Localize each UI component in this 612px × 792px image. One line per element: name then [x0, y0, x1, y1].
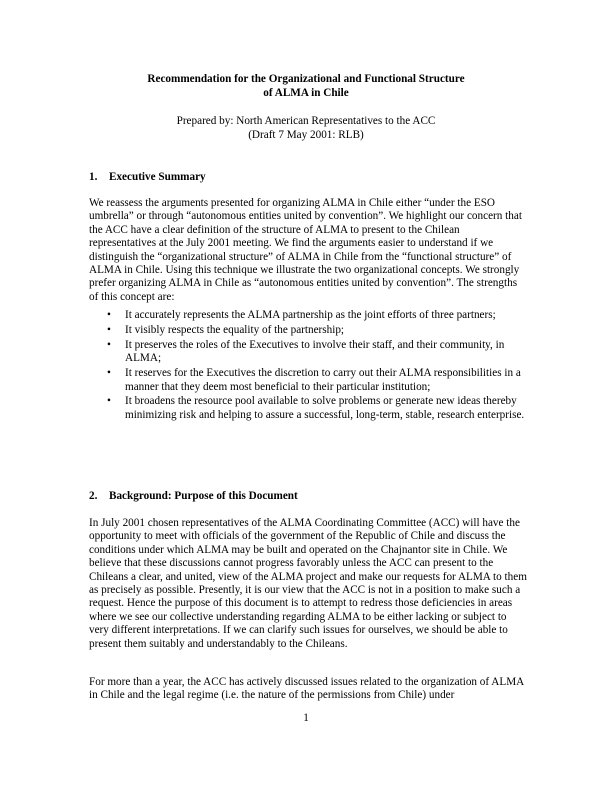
draft-info: (Draft 7 May 2001: RLB) — [248, 129, 364, 141]
page-number: 1 — [303, 712, 309, 724]
list-item — [89, 367, 529, 394]
section-2-paragraph-2: For more than a year, the ACC has actively discussed issues related to the organization of ALMA in Chile and the legal regime (i.e. the nature of the permissions from Chile) under — [89, 676, 524, 702]
bullet-text: It visibly respects the equality of the partnership; — [125, 323, 345, 336]
section-2-heading — [89, 490, 298, 503]
list-item — [89, 339, 529, 366]
section-1-bullet-list — [89, 309, 529, 424]
list-item — [89, 395, 529, 422]
bullet-text: It preserves the roles of the Executives to involve their staff, and their community, in ALMA; — [125, 338, 505, 365]
bullet-icon: • — [107, 367, 111, 380]
bullet-icon: • — [107, 309, 111, 321]
bullet-text: It accurately represents the ALMA partnership as the joint efforts of three partners; — [125, 309, 496, 321]
section-1-title: Executive Summary — [109, 171, 206, 183]
document-title-line2: of ALMA in Chile — [263, 87, 349, 99]
section-1-number: 1. — [89, 171, 98, 183]
document-title-line1: Recommendation for the Organizational and Functional Structure — [147, 73, 465, 85]
section-2-number: 2. — [89, 490, 98, 502]
section-2-title: Background: Purpose of this Document — [109, 490, 298, 502]
bullet-text: It reserves for the Executives the discretion to carry out their ALMA responsibilities in a manner that they deem most beneficial to their particular institution; — [125, 367, 521, 393]
section-2-paragraph-1: In July 2001 chosen representatives of the ALMA Coordinating Committee (ACC) will have the opportunity to meet with officials of the government of the Republic of Chile and discuss the conditions under which ALMA may be built and operated on the Chajnantor site in Chile. We believe that these discussions cannot progress favorably unless the ACC can present to the Chileans a clear, and united, view of the ALMA project and make our requests for ALMA to them as precisely as possible. Presently, it is our view that the ACC is not in a position to make such a request. Hence the purpose of this document is to attempt to redress those deficiencies in areas where we see our collective understanding regarding ALMA to be either lacking or subject to very different interpretations. If we can clarify such issues for ourselves, we should be able to present them suitably and understandably to the Chileans. — [89, 517, 527, 650]
list-item — [89, 309, 529, 322]
bullet-text: It broadens the resource pool available to solve problems or generate new ideas thereby minimizing risk and helping to assure a successful, long-term, stable, research enterprise. — [125, 395, 525, 421]
section-1-paragraph: We reassess the arguments presented for organizing ALMA in Chile either “under the ESO umbrella” or through “autonomous entities united by convention”. We highlight our concern that the ACC have a clear definition of the structure of ALMA to present to the Chilean representatives at the July 2001 meeting. We find the arguments easier to understand if we distinguish the “organizational structure” of ALMA in Chile from the “functional structure” of ALMA in Chile. Using this technique we illustrate the two organizational concepts. We strongly prefer organizing ALMA in Chile as “autonomous entities united by convention”. The strengths of this concept are: — [89, 197, 522, 303]
bullet-icon: • — [107, 395, 111, 408]
bullet-icon: • — [107, 323, 111, 336]
section-1-heading — [89, 171, 206, 184]
list-item — [89, 324, 529, 337]
bullet-icon: • — [107, 338, 111, 351]
prepared-by: Prepared by: North American Representatives to the ACC — [176, 115, 436, 127]
